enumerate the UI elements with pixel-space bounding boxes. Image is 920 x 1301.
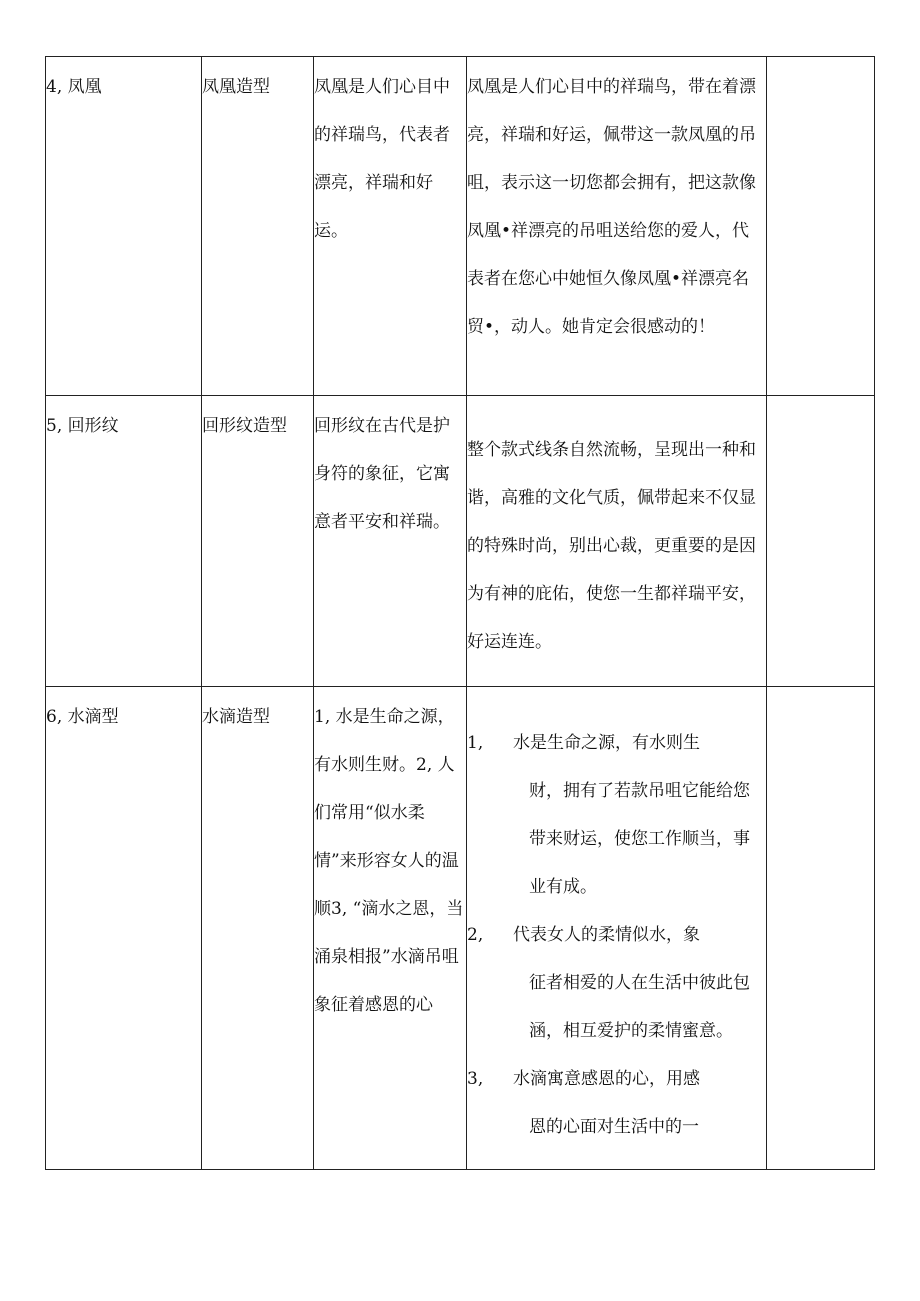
pendant-name: 5, 回形纹 (46, 416, 119, 436)
list-item (467, 1055, 766, 1151)
table-row (46, 687, 875, 1170)
pendant-name: 4, 凤凰 (46, 77, 102, 97)
pendant-name-cell (46, 687, 202, 1170)
pendant-shape-cell (202, 687, 314, 1170)
list-item-number: 2, (467, 925, 484, 945)
table-row (46, 57, 875, 396)
pendant-shape: 回形纹造型 (202, 416, 287, 436)
list-item (467, 719, 766, 911)
pendant-name: 6, 水滴型 (46, 707, 119, 727)
pendant-shape: 凤凰造型 (202, 77, 270, 97)
list-item-number: 3, (467, 1069, 484, 1089)
pendant-description-cell (467, 687, 767, 1170)
list-item-first-line: 代表女人的柔情似水，象 (513, 925, 700, 945)
empty-cell (767, 687, 875, 1170)
list-item-first-line: 水是生命之源，有水则生 (513, 733, 700, 753)
empty-cell (767, 396, 875, 687)
empty-cell (767, 57, 875, 396)
table-row (46, 396, 875, 687)
pendant-shape-cell (202, 396, 314, 687)
pendant-meaning: 1, 水是生命之源，有水则生财。2, 人们常用“似水柔情”来形容女人的温顺3, “滴水之恩，当涌泉相报”水滴吊咀象征着感恩的心 (314, 707, 464, 1015)
list-item-continuation: 恩的心面对生活中的一 (529, 1117, 699, 1137)
pendant-description-cell (467, 396, 767, 687)
list-item-first-line: 水滴寓意感恩的心，用感 (513, 1069, 700, 1089)
pendant-shape-cell (202, 57, 314, 396)
pendant-description-list (467, 687, 766, 1151)
list-item-continuation: 财，拥有了若款吊咀它能给您带来财运，使您工作顺当，事业有成。 (529, 781, 750, 897)
list-item-continuation: 征者相爱的人在生活中彼此包涵，相互爱护的柔情蜜意。 (529, 973, 750, 1041)
list-item (467, 911, 766, 1055)
pendant-name-cell (46, 57, 202, 396)
pendant-meaning-cell (314, 687, 467, 1170)
pendant-meaning: 凤凰是人们心目中的祥瑞鸟，代表者漂亮，祥瑞和好运。 (314, 77, 450, 241)
pendant-table (45, 56, 875, 1170)
pendant-shape: 水滴造型 (202, 707, 270, 727)
pendant-description: 凤凰是人们心目中的祥瑞鸟，带在着漂亮，祥瑞和好运，佩带这一款凤凰的吊咀，表示这一切您都会拥有，把这款像凤凰•祥漂亮的吊咀送给您的爱人，代表者在您心中她恒久像凤凰•祥漂亮名贸•，动人。她肯定会很感动的！ (467, 77, 756, 337)
pendant-description-cell (467, 57, 767, 396)
pendant-meaning: 回形纹在古代是护身符的象征，它寓意者平安和祥瑞。 (314, 416, 450, 532)
pendant-name-cell (46, 396, 202, 687)
pendant-meaning-cell (314, 57, 467, 396)
pendant-meaning-cell (314, 396, 467, 687)
pendant-description: 整个款式线条自然流畅，呈现出一种和谐，高雅的文化气质，佩带起来不仅显的特殊时尚，别出心裁，更重要的是因为有神的庇佑，使您一生都祥瑞平安，好运连连。 (467, 440, 756, 652)
list-item-number: 1, (467, 733, 484, 753)
